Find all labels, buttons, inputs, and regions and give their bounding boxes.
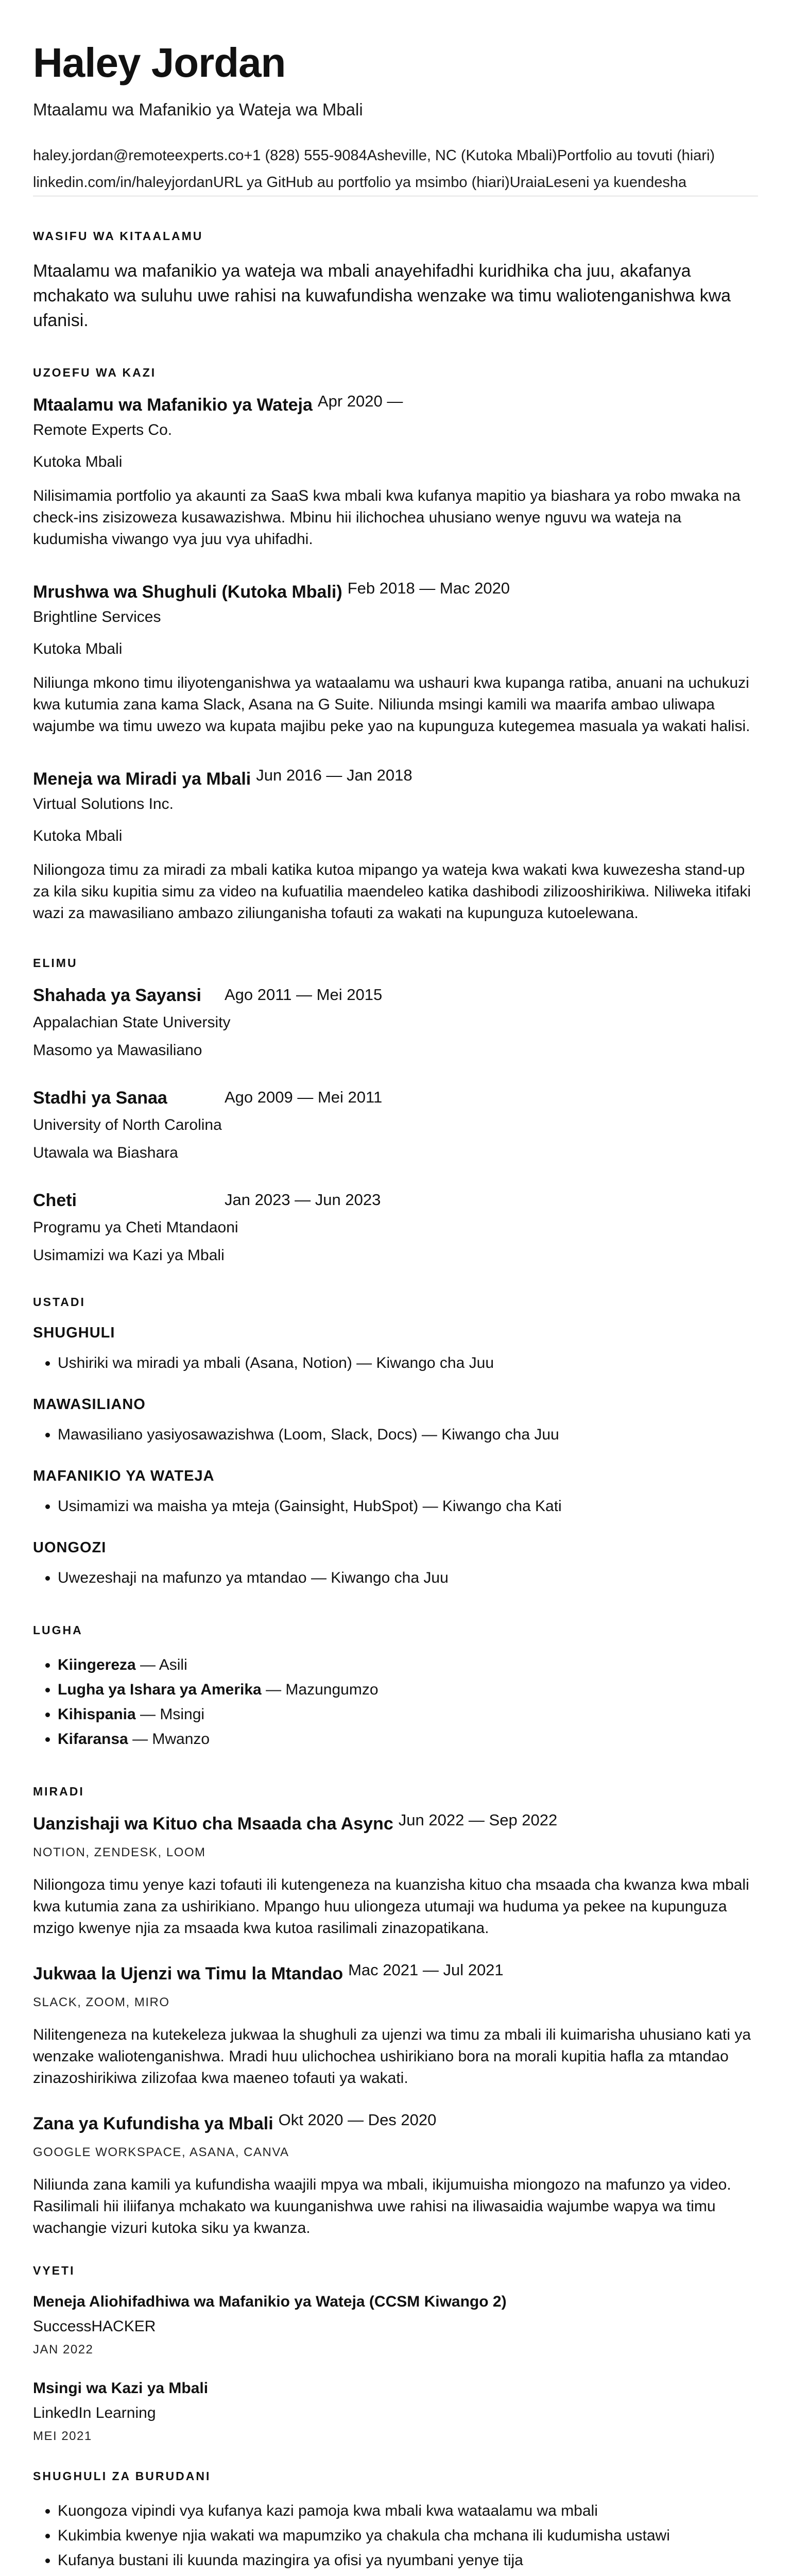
summary-heading: WASIFU WA KITAALAMU <box>33 229 203 243</box>
job-dates: Jun 2016 — Jan 2018 <box>256 766 412 784</box>
certification-item <box>33 2380 758 2444</box>
project-description: Niliongoza timu yenye kazi tofauti ili kutengeneza na kuanzisha kituo cha msaada cha kwanza kwa mbali kwa kutumia zana za ushirikiano. Mpango huu uliongeza utumaji wa huduma ya pekee na kupunguza mzigo kwenye njia za msaada kwa kutoa rasilimali zinazopatikana. <box>33 1876 749 1937</box>
experience-item <box>33 766 758 924</box>
project-item <box>33 1811 758 1939</box>
project-name: Zana ya Kufundisha ya Mbali <box>33 2114 273 2133</box>
experience-item <box>33 392 758 550</box>
project-description: Niliunda zana kamili ya kufundisha waajili mpya wa mbali, ikijumuisha miongozo na mafunzo ya video. Rasilimali hii iliifanya mchakato wa kuunganishwa uwe rahisi na iliwasaidia wajumbe wapya wa timu wachangie vizuri kutoka siku ya kwanza. <box>33 2176 731 2236</box>
education-item <box>33 986 758 1061</box>
language-name: Kifaransa <box>58 1731 128 1748</box>
skill-item: • Mawasiliano yasiyosawazishwa (Loom, Slack, Docs) — Kiwango cha Juu <box>58 1422 758 1447</box>
project-dates: Mac 2021 — Jul 2021 <box>348 1961 504 1979</box>
education-item <box>33 1088 758 1164</box>
contact-linkedin[interactable]: linkedin.com/in/haleyjordan <box>33 174 213 191</box>
skill-items <box>33 1494 758 1519</box>
education-dates: Ago 2009 — Mei 2011 <box>225 1088 383 1106</box>
languages-list <box>33 1653 758 1752</box>
job-location: Kutoka Mbali <box>33 453 123 470</box>
language-item <box>58 1727 758 1752</box>
certification-date: JAN 2022 <box>33 2343 94 2357</box>
project-name: Uanzishaji wa Kituo cha Msaada cha Async <box>33 1814 393 1834</box>
interests-section <box>33 2469 758 2576</box>
job-description: Niliongoza timu za miradi za mbali katika kutoa mipango ya wateja kwa wakati kwa kuwezesha stand-up za kila siku kupitia simu za video na kufuatilia maendeleo katika dashibodi zilizooshirikiwa. Niliweka itifaki wazi za mawasiliano ambazo ziliunganisha tofauti za wakati na kupunguza kutoelewana. <box>33 861 751 922</box>
skill-item: • Ushiriki wa miradi ya mbali (Asana, Notion) — Kiwango cha Juu <box>58 1351 758 1376</box>
language-name: Kihispania <box>58 1706 136 1723</box>
field-of-study: Masomo ya Mawasiliano <box>33 1042 202 1059</box>
experience-list <box>33 392 758 924</box>
experience-title-row <box>33 579 758 602</box>
education-heading: ELIMU <box>33 956 78 970</box>
skill-item: • Usimamizi wa maisha ya mteja (Gainsight, HubSpot) — Kiwango cha Kati <box>58 1494 758 1519</box>
contact-location: Asheville, NC (Kutoka Mbali) <box>367 147 557 164</box>
education-title-row <box>33 1088 758 1108</box>
skills-heading: USTADI <box>33 1295 85 1309</box>
contact-info <box>33 142 758 196</box>
job-description: Niliunga mkono timu iliyotenganishwa ya wataalamu wa ushauri kwa kupanga ratiba, anuani na uchukuzi kwa kutumia zana kama Slack, Asana na G Suite. Niliunda msingi kamili wa maarifa ambao uliwapa wajumbe wa timu uwezo wa kupata majibu peke yao na kupunguza kutegemea masuala ya wakati halisi. <box>33 674 750 735</box>
skill-item: • Uwezeshaji na mafunzo ya mtandao — Kiwango cha Juu <box>58 1566 758 1590</box>
interest-item: • Kukimbia kwenye njia wakati wa mapumziko ya chakula cha mchana ili kudumisha ustawi <box>58 2523 758 2548</box>
contact-phone[interactable]: +1 (828) 555-9084 <box>244 147 367 164</box>
education-title-row <box>33 986 758 1006</box>
field-of-study: Usimamizi wa Kazi ya Mbali <box>33 1247 225 1264</box>
language-level: — Mwanzo <box>128 1731 210 1748</box>
project-name: Jukwaa la Ujenzi wa Timu la Mtandao <box>33 1964 343 1984</box>
experience-title-row <box>33 392 758 415</box>
skill-category: SHUGHULI <box>33 1325 115 1341</box>
contact-nationality: Uraia <box>509 174 546 191</box>
education-dates: Ago 2011 — Mei 2015 <box>225 986 383 1004</box>
contact-github[interactable]: URL ya GitHub au portfolio ya msimbo (hiari) <box>213 174 510 191</box>
candidate-name: Haley Jordan <box>33 40 286 86</box>
education-dates: Jan 2023 — Jun 2023 <box>225 1191 381 1209</box>
certifications-list <box>33 2293 758 2444</box>
language-level: — Msingi <box>135 1706 205 1723</box>
interests-heading: SHUGHULI ZA BURUDANI <box>33 2469 211 2483</box>
skill-category: MAWASILIANO <box>33 1396 146 1413</box>
company-name: Remote Experts Co. <box>33 421 173 438</box>
language-item <box>58 1653 758 1677</box>
languages-section <box>33 1623 758 1752</box>
job-location: Kutoka Mbali <box>33 827 123 844</box>
contact-email[interactable]: haley.jordan@remoteexperts.co <box>33 147 244 164</box>
skill-items <box>33 1422 758 1447</box>
language-level: — Asili <box>135 1656 187 1673</box>
school-name: Appalachian State University <box>33 1014 231 1031</box>
skill-items <box>33 1566 758 1590</box>
degree-name: Shahada ya Sayansi <box>33 986 201 1005</box>
summary-section <box>33 229 758 333</box>
project-tools: NOTION, ZENDESK, LOOM <box>33 1845 206 1859</box>
project-item <box>33 1961 758 2089</box>
projects-section <box>33 1785 758 2239</box>
degree-name: Cheti <box>33 1191 77 1210</box>
experience-section <box>33 366 758 924</box>
contact-license: Leseni ya kuendesha <box>545 174 687 191</box>
interest-item: • Kufanya bustani ili kuunda mazingira ya ofisi ya nyumbani yenye tija <box>58 2548 758 2573</box>
project-item <box>33 2111 758 2239</box>
job-dates: Apr 2020 — <box>317 392 403 410</box>
skills-list <box>33 1325 758 1590</box>
job-title: Mtaalamu wa Mafanikio ya Wateja <box>33 395 313 415</box>
project-dates: Jun 2022 — Sep 2022 <box>398 1811 558 1829</box>
certification-name: Msingi wa Kazi ya Mbali <box>33 2380 209 2397</box>
experience-item <box>33 579 758 737</box>
projects-list <box>33 1811 758 2239</box>
job-dates: Feb 2018 — Mac 2020 <box>347 579 510 597</box>
languages-heading: LUGHA <box>33 1623 83 1637</box>
language-name: Kiingereza <box>58 1656 136 1673</box>
contact-portfolio[interactable]: Portfolio au tovuti (hiari) <box>557 147 715 164</box>
field-of-study: Utawala wa Biashara <box>33 1144 178 1161</box>
education-item <box>33 1191 758 1266</box>
contact-line-2 <box>33 169 758 196</box>
education-list <box>33 986 758 1266</box>
certification-issuer: LinkedIn Learning <box>33 2404 156 2421</box>
education-title-row <box>33 1191 758 1211</box>
certification-issuer: SuccessHACKER <box>33 2318 156 2335</box>
interests-list <box>33 2499 758 2576</box>
skill-items <box>33 1351 758 1376</box>
experience-title-row <box>33 766 758 789</box>
skills-section <box>33 1295 758 1590</box>
job-description: Nilisimamia portfolio ya akaunti za SaaS kwa mbali kwa kufanya mapitio ya biashara ya robo mwaka na check-ins zisizoweza kusawazishwa. Mbinu hii ilichochea uhusiano wenye nguvu wa wateja na kudumisha viwango vya juu vya uhifadhi. <box>33 487 741 548</box>
language-name: Lugha ya Ishara ya Amerika <box>58 1681 262 1698</box>
summary-text: Mtaalamu wa mafanikio ya wateja wa mbali anayehifadhi kuridhika cha juu, akafanya mchakato wa suluhu uwe rahisi na kuwafundisha wenzake wa timu waliotenganishwa kwa ufanisi. <box>33 261 731 330</box>
school-name: University of North Carolina <box>33 1116 222 1133</box>
interest-item <box>58 2573 758 2576</box>
experience-heading: UZOEFU WA KAZI <box>33 366 157 379</box>
projects-heading: MIRADI <box>33 1785 84 1798</box>
language-level: — Mazungumzo <box>261 1681 379 1698</box>
contact-line-1 <box>33 142 758 169</box>
project-title-row <box>33 1811 758 1834</box>
language-item <box>58 1702 758 1727</box>
project-description: Nilitengeneza na kutekeleza jukwaa la shughuli za ujenzi wa timu za mbali ili kuimarisha uhusiano kati ya wenzake waliotenganishwa. Mradi huu ulichochea ushirikiano bora na morali kupitia hafla za mtandao zinazoshirikiwa zilizofaa kwa maeneo tofauti ya wakati. <box>33 2026 751 2087</box>
project-title-row <box>33 1961 758 1984</box>
interest-item: • Kuongoza vipindi vya kufanya kazi pamoja kwa mbali kwa wataalamu wa mbali <box>58 2499 758 2523</box>
certifications-heading: VYETI <box>33 2264 75 2277</box>
certification-item <box>33 2293 758 2357</box>
language-item <box>58 1677 758 1702</box>
job-location: Kutoka Mbali <box>33 640 123 657</box>
project-title-row <box>33 2111 758 2134</box>
project-tools: SLACK, ZOOM, MIRO <box>33 1995 170 2009</box>
company-name: Brightline Services <box>33 608 161 625</box>
skill-category: UONGOZI <box>33 1539 107 1556</box>
certification-name: Meneja Aliohifadhiwa wa Mafanikio ya Wateja (CCSM Kiwango 2) <box>33 2293 507 2310</box>
job-title: Meneja wa Miradi ya Mbali <box>33 769 251 789</box>
certification-date: MEI 2021 <box>33 2429 92 2443</box>
degree-name: Stadhi ya Sanaa <box>33 1088 167 1108</box>
job-title: Mrushwa wa Shughuli (Kutoka Mbali) <box>33 582 342 602</box>
candidate-headline: Mtaalamu wa Mafanikio ya Wateja wa Mbali <box>33 100 363 119</box>
education-section <box>33 956 758 1266</box>
skill-category: MAFANIKIO YA WATEJA <box>33 1468 215 1484</box>
company-name: Virtual Solutions Inc. <box>33 795 174 812</box>
project-dates: Okt 2020 — Des 2020 <box>278 2111 437 2129</box>
school-name: Programu ya Cheti Mtandaoni <box>33 1219 238 1236</box>
certifications-section <box>33 2264 758 2444</box>
project-tools: GOOGLE WORKSPACE, ASANA, CANVA <box>33 2145 289 2159</box>
